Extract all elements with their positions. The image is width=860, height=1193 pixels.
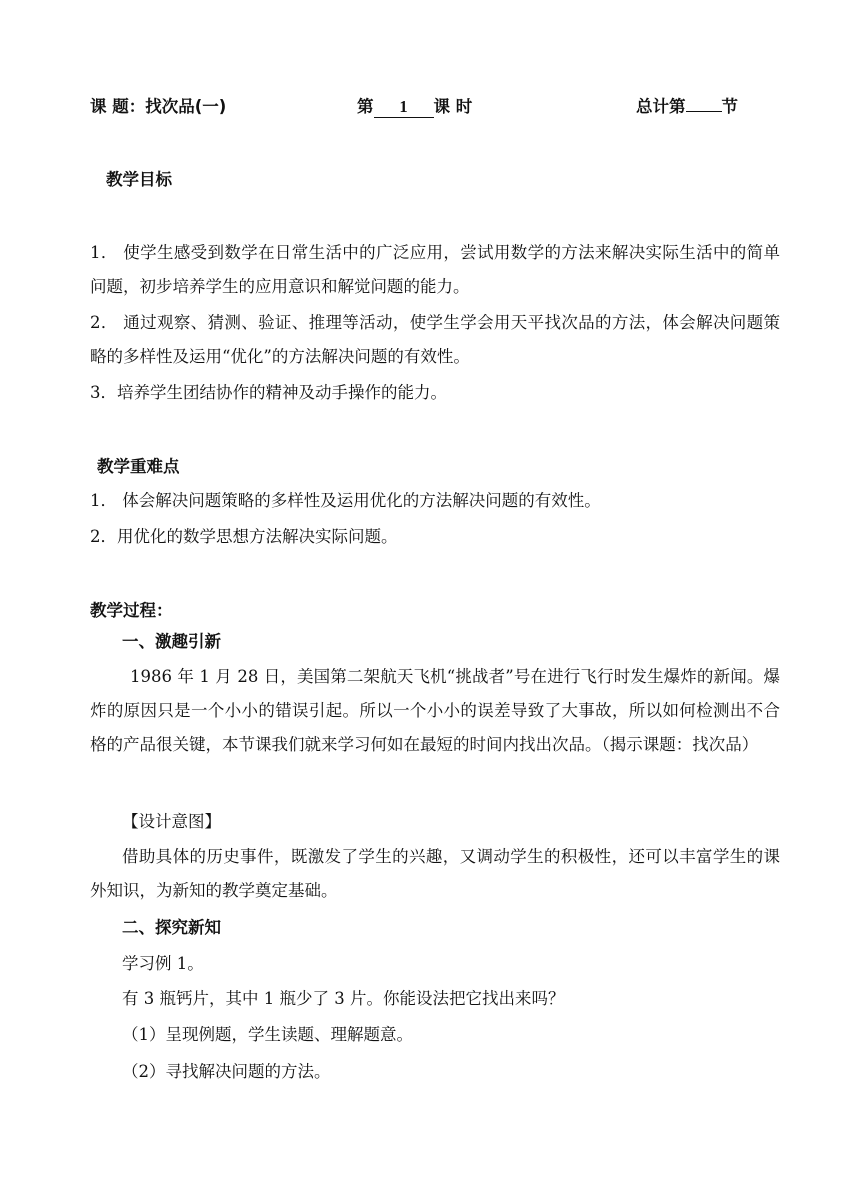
design-intent-label: 【设计意图】	[122, 812, 221, 831]
section2-title: 二、探究新知	[122, 918, 221, 937]
lesson-number: 1	[374, 97, 434, 118]
objective-item: 1． 使学生感受到数学在日常生活中的广泛应用，尝试用数学的方法来解决实际生活中的简单问题，初步培养学生的应用意识和解觉问题的能力。	[90, 243, 780, 296]
total-suffix: 节	[721, 97, 738, 116]
lesson-prefix: 第	[357, 97, 374, 116]
total-prefix: 总计第	[636, 97, 686, 116]
section1-text: 1986 年 1 月 28 日，美国第二架航天飞机“挑战者”号在进行飞行时发生爆炸的新闻。爆炸的原因只是一个小小的错误引起。所以一个小小的误差导致了大事故，所以如何检测出不合格的产品很关键，本节课我们就来学习何如在最短的时间内找出次品。（揭示课题：找次品）	[90, 667, 780, 754]
step-1: （1）呈现例题，学生读题、理解题意。	[122, 1025, 413, 1044]
process-heading: 教学过程：	[90, 601, 173, 620]
lesson-period	[357, 95, 472, 119]
section1-title: 一、激趣引新	[122, 632, 221, 651]
design-intent-text: 借助具体的历史事件，既激发了学生的兴趣，又调动学生的积极性，还可以丰富学生的课外知识，为新知的教学奠定基础。	[90, 847, 780, 900]
key-point-item: 2．用优化的数学思想方法解决实际问题。	[90, 527, 398, 546]
objective-item: 3．培养学生团结协作的精神及动手操作的能力。	[90, 383, 447, 402]
lesson-topic: 课 题：找次品(一)	[90, 97, 227, 116]
example-text: 有 3 瓶钙片，其中 1 瓶少了 3 片。你能设法把它找出来吗？	[122, 989, 565, 1008]
step-2: （2）寻找解决问题的方法。	[122, 1062, 331, 1081]
total-number	[686, 111, 722, 112]
total-count	[636, 95, 738, 119]
example-label: 学习例 1。	[122, 954, 204, 973]
objective-item: 2． 通过观察、猜测、验证、推理等活动，使学生学会用天平找次品的方法，体会解决问题策略的多样性及运用“优化”的方法解决问题的有效性。	[90, 313, 780, 366]
key-point-item: 1． 体会解决问题策略的多样性及运用优化的方法解决问题的有效性。	[90, 491, 601, 510]
key-points-heading: 教学重难点	[97, 457, 180, 476]
objectives-heading: 教学目标	[106, 170, 172, 189]
lesson-suffix: 课 时	[433, 97, 473, 116]
